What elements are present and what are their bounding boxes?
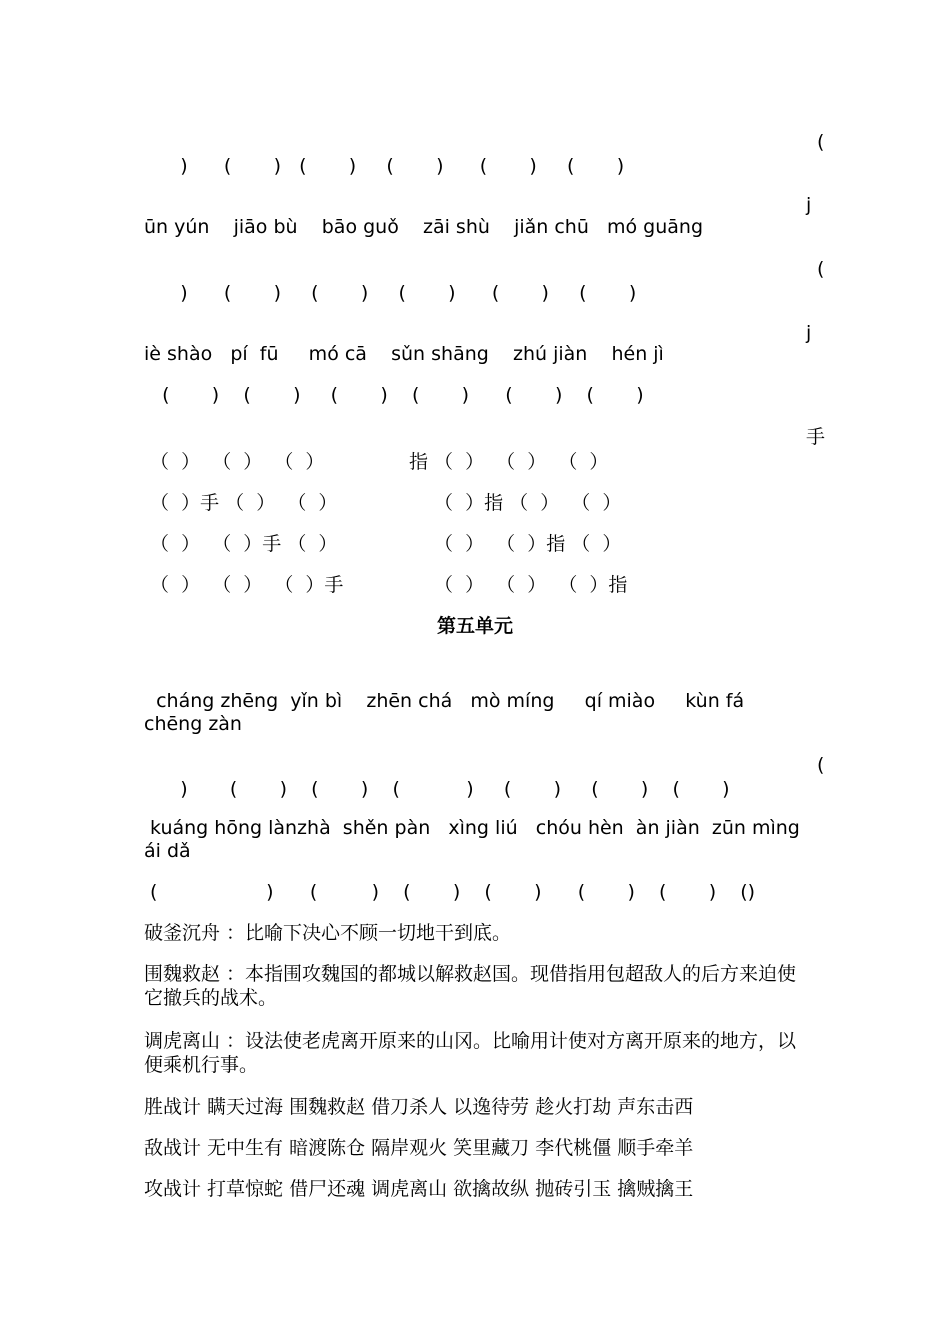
idiom-definition: 围魏救赵 ：本指围攻魏国的都城以解救赵国。现借指用包超敌人的后方来迫使它撤兵的战术。 (144, 963, 797, 1009)
hand-character: 手 (806, 426, 826, 448)
answer-blanks-row: ( ) ( ) ( ) ( ) ( ) ( ) (144, 384, 644, 406)
idiom-definition: 调虎离山 ：设法使老虎离开原来的山冈。比喻用计使对方离开原来的地方，以便乘机行事。 (144, 1030, 797, 1076)
strategy-row: 敌战计 无中生有 暗渡陈仓 隔岸观火 笑里藏刀 李代桃僵 顺手牵羊 (144, 1137, 694, 1159)
idiom-definition: 破釜沉舟 ：比喻下决心不顾一切地干到底。 (144, 922, 512, 944)
unit-title: 第五单元 (436, 615, 513, 637)
answer-blanks-row: ) ( ) ( ) ( ) ( ) ( ) (144, 282, 637, 304)
answer-blanks-row: ( ) ( ) ( ) ( ) ( ) ( ) () (144, 881, 756, 903)
pinyin-row: cháng zhēng yǐn bì zhēn chá mò míng qí miào kùn fá (144, 690, 745, 712)
strategy-row: 攻战计 打草惊蛇 借尸还魂 调虎离山 欲擒故纵 抛砖引玉 擒贼擒王 (144, 1178, 694, 1200)
fill-idiom-row: （ ） （ ） （ ） 指 （ ） （ ） （ ） (144, 451, 609, 473)
strategy-row: 胜战计 瞒天过海 围魏救赵 借刀杀人 以逸待劳 趁火打劫 声东击西 (144, 1096, 694, 1118)
paren-open: ( (817, 754, 825, 776)
pinyin-row-continued: chēng zàn (144, 713, 242, 735)
pinyin-row-continued: ái dǎ (144, 840, 191, 862)
fill-idiom-row: （ ）手 （ ） （ ） （ ）指 （ ） （ ） (144, 492, 622, 514)
answer-blanks-row: ) ( ) ( ) ( ) ( ) ( ) (144, 155, 625, 177)
paren-open: ( (817, 131, 825, 153)
pinyin-fragment: j (806, 194, 812, 216)
pinyin-row: kuáng hōng lànzhà shěn pàn xìng liú chóu hèn àn jiàn zūn mìng (144, 817, 800, 839)
paren-open: ( (817, 258, 825, 280)
pinyin-fragment: j (806, 322, 812, 344)
answer-blanks-row: ) ( ) ( ) ( ) ( ) ( ) ( ) (144, 778, 730, 800)
pinyin-row: ūn yún jiāo bù bāo guǒ zāi shù jiǎn chū mó guāng (144, 216, 704, 238)
fill-idiom-row: （ ） （ ） （ ）手 （ ） （ ） （ ）指 (144, 574, 628, 596)
pinyin-row: iè shào pí fū mó cā sǔn shāng zhú jiàn hén jì (144, 343, 664, 365)
fill-idiom-row: （ ） （ ）手 （ ） （ ） （ ）指 （ ） (144, 533, 622, 555)
